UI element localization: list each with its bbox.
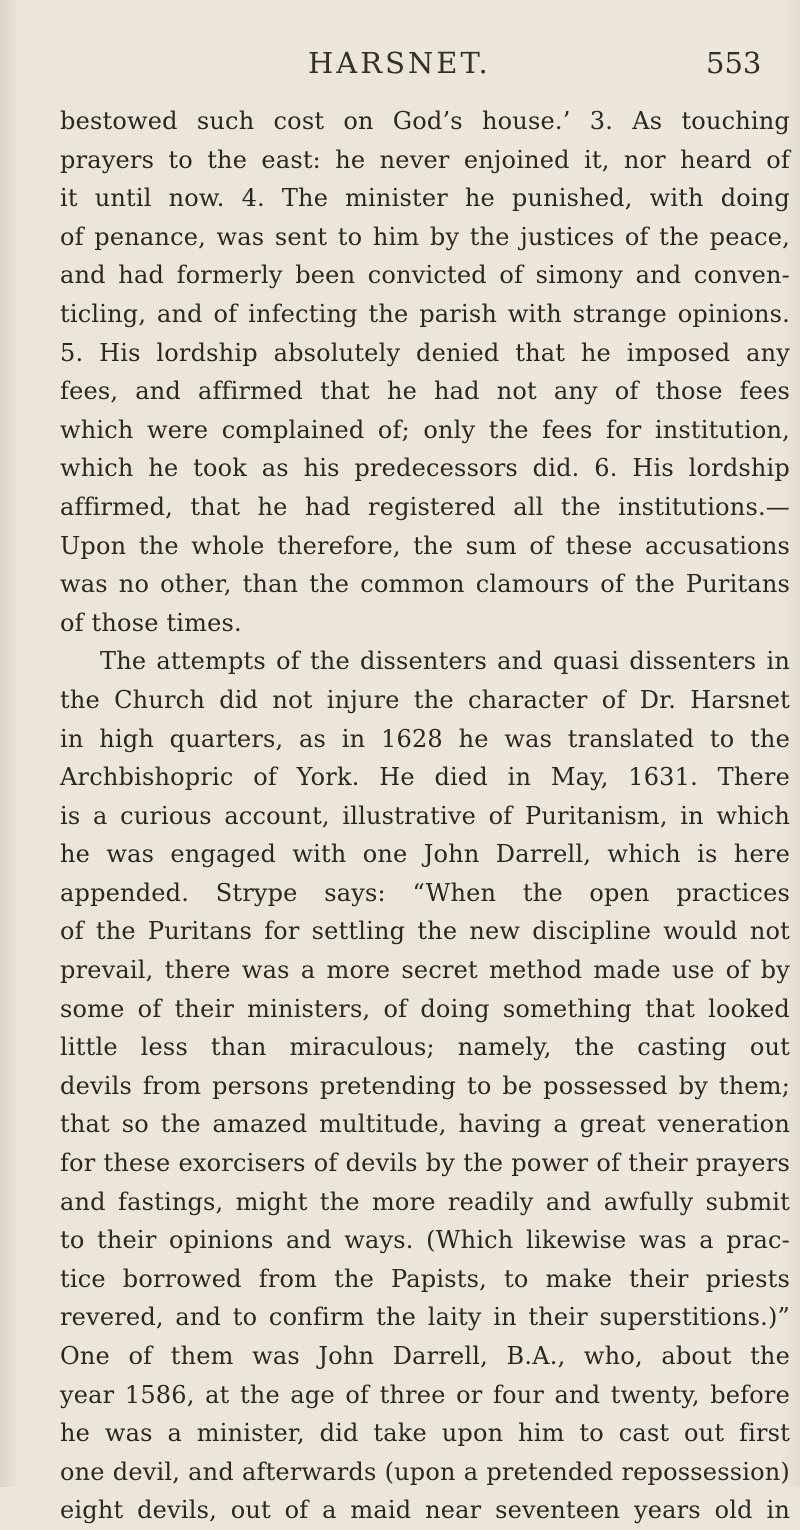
text-line: fees, and affirmed that he had not any of those fees xyxy=(60,377,790,406)
text-line: which were complained of; only the fees for institution, xyxy=(60,415,790,444)
text-line: and had formerly been convicted of simony and conven- xyxy=(60,261,790,290)
text-line: eight devils, out of a maid near seventeen years old in xyxy=(60,1496,790,1525)
text-line: one devil, and afterwards (upon a pretended repossession) xyxy=(60,1457,790,1486)
text-line: and fastings, might the more readily and awfully submit xyxy=(60,1187,790,1216)
text-line: is a curious account, illustrative of Puritanism, in which xyxy=(60,801,790,830)
text-line: in high quarters, as in 1628 he was translated to the xyxy=(60,724,790,753)
text-line: to their opinions and ways. (Which likewise was a prac- xyxy=(60,1226,790,1255)
text-line: for these exorcisers of devils by the power of their prayers xyxy=(60,1149,790,1178)
page-header xyxy=(0,40,800,90)
text-line: year 1586, at the age of three or four and twenty, before xyxy=(60,1380,790,1409)
text-line: revered, and to confirm the laity in their superstitions.)” xyxy=(60,1303,790,1332)
text-line: the Church did not injure the character of Dr. Harsnet xyxy=(60,685,790,714)
running-head: HARSNET. xyxy=(308,46,491,80)
page-number: 553 xyxy=(706,46,762,80)
text-line: he was a minister, did take upon him to cast out first xyxy=(60,1419,790,1448)
text-line: 5. His lordship absolutely denied that he imposed any xyxy=(60,338,790,367)
text-line: he was engaged with one John Darrell, which is here xyxy=(60,840,790,869)
text-line: little less than miraculous; namely, the casting out xyxy=(60,1033,790,1062)
text-line: which he took as his predecessors did. 6. His lordship xyxy=(60,454,790,483)
text-line: some of their ministers, of doing something that looked xyxy=(60,994,790,1023)
text-line: prevail, there was a more secret method made use of by xyxy=(60,956,790,985)
text-line: devils from persons pretending to be possessed by them; xyxy=(60,1071,790,1100)
text-line: One of them was John Darrell, B.A., who, about the xyxy=(60,1342,790,1370)
text-line: prayers to the east: he never enjoined it, nor heard of xyxy=(60,145,790,174)
text-line: affirmed, that he had registered all the institutions.— xyxy=(60,492,790,521)
text-line: of those times. xyxy=(60,608,242,637)
text-line: of the Puritans for settling the new discipline would not xyxy=(60,917,790,946)
text-line: that so the amazed multitude, having a great veneration xyxy=(60,1110,790,1139)
text-line: tice borrowed from the Papists, to make their priests xyxy=(60,1264,790,1293)
text-line: Archbishopric of York. He died in May, 1631. There xyxy=(60,763,790,792)
text-line: Upon the whole therefore, the sum of these accusations xyxy=(60,531,790,560)
paragraph-start-line: The attempts of the dissenters and quasi dissenters in xyxy=(100,647,790,676)
text-line: appended. Strype says: “When the open practices xyxy=(60,878,790,907)
text-line: ticling, and of infecting the parish with strange opinions. xyxy=(60,299,790,328)
text-line: was no other, than the common clamours of the Puritans xyxy=(60,570,790,599)
body-text xyxy=(60,102,790,1530)
text-line: bestowed such cost on God’s house.’ 3. As touching xyxy=(60,107,790,135)
text-line: it until now. 4. The minister he punished, with doing xyxy=(60,184,790,213)
text-line: of penance, was sent to him by the justices of the peace, xyxy=(60,222,790,251)
